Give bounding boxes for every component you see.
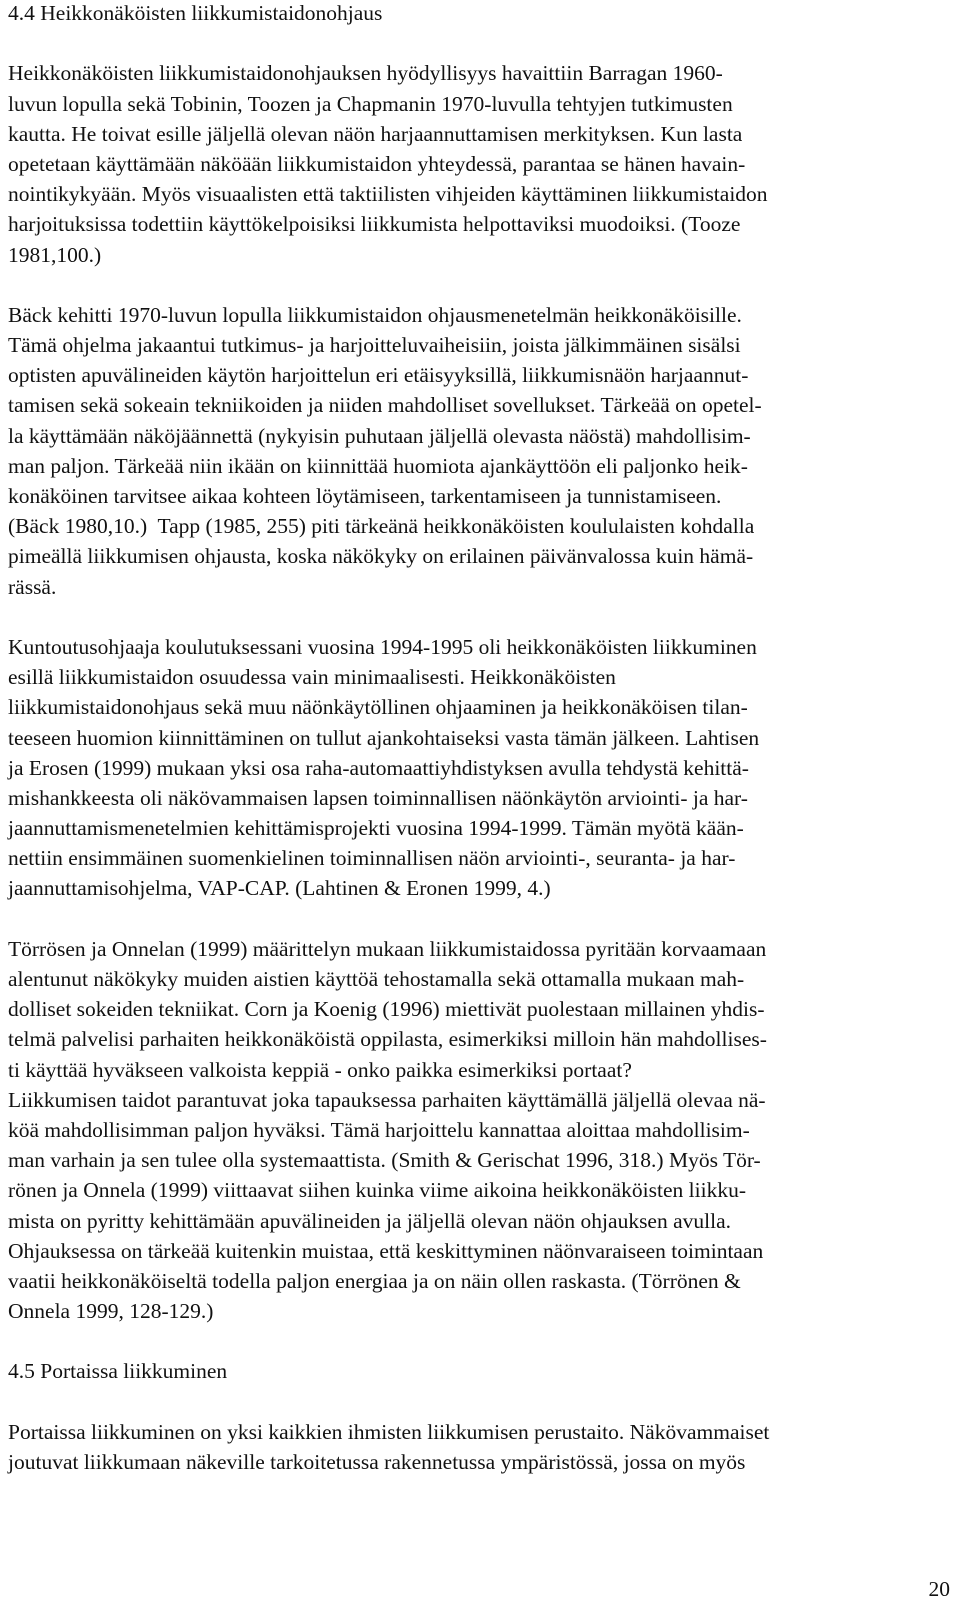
paragraph-3 [8,632,953,904]
text-line: alentunut näkökyky muiden aistien käyttöä tehostamalla sekä ottamalla mukaan mah- [8,967,745,991]
section-heading-4-4: 4.4 Heikkonäköisten liikkumistaidonohjaus [8,1,383,25]
text-line: harjoituksissa todettiin käyttökelpoisiksi liikkumista helpottaviksi muodoiksi. (Tooze [8,212,741,237]
text-line: opetetaan käyttämään näköään liikkumistaidon yhteydessä, parantaa se hänen havain- [8,151,746,176]
text-line: rässä. [8,574,57,599]
text-line: jaannuttamisohjelma, VAP-CAP. (Lahtinen & Eronen 1999, 4.) [8,876,551,901]
text-line: Portaissa liikkuminen on yksi kaikkien ihmisten liikkumisen perustaito. Näkövammaiset [8,1419,770,1444]
paragraph-gap [8,1387,953,1417]
text-line: la käyttämään näköjäännettä (nykyisin puhutaan jäljellä olevasta näöstä) mahdollisim- [8,423,751,448]
paragraph-gap [8,602,953,632]
text-line: nointikykyään. Myös visuaalisten että taktiilisten vihjeiden käyttäminen liikkumistaidon [8,182,768,207]
paragraph-gap [8,1326,953,1356]
text-line: pimeällä liikkumisen ohjausta, koska näkökyky on erilainen päivänvalossa kuin hämä- [8,544,754,569]
text-line: nettiin ensimmäinen suomenkielinen toiminnallisen näön arviointi-, seuranta- ja har- [8,846,736,871]
text-line: luvun lopulla sekä Tobinin, Toozen ja Chapmanin 1970-luvulla tehtyjen tutkimusten [8,91,733,116]
text-line: vaatii heikkonäköiseltä todella paljon energiaa ja on näin ollen raskasta. (Törrönen & [8,1268,741,1293]
text-line: Bäck kehitti 1970-luvun lopulla liikkumistaidon ohjausmenetelmän heikkonäköisille. [8,302,742,327]
text-line: Tämä ohjelma jakaantui tutkimus- ja harjoitteluvaiheisiin, joista jälkimmäinen sisälsi [8,333,741,358]
text-line: köä mahdollisimman paljon hyväksi. Tämä harjoittelu kannattaa aloittaa mahdollisim- [8,1117,750,1142]
text-line: joutuvat liikkumaan näkeville tarkoitetussa rakennetussa ympäristössä, jossa on myös [8,1450,746,1474]
text-line: jaannuttamismenetelmien kehittämisprojekti vuosina 1994-1999. Tämän myötä kään- [8,816,744,841]
paragraph-gap [8,28,953,58]
text-line: man paljon. Tärkeää niin ikään on kiinnittää huomiota ajankäyttöön eli paljonko heik- [8,453,748,478]
page-number: 20 [928,1577,950,1601]
section-heading-4-5: 4.5 Portaissa liikkuminen [8,1359,228,1384]
paragraph-1 [8,58,953,269]
text-line: Törrösen ja Onnelan (1999) määrittelyn mukaan liikkumistaidossa pyritään korvaamaan [8,936,767,961]
text-line: konäköinen tarvitsee aikaa kohteen löytämiseen, tarkentamiseen ja tunnistamiseen. [8,484,722,508]
text-line: Onnela 1999, 128-129.) [8,1299,214,1324]
text-line: mista on pyritty kehittämään apuvälineiden ja jäljellä olevan näön ohjauksen avulla. [8,1208,732,1233]
text-line: ti käyttää hyväkseen valkoista keppiä - onko paikka esimerkiksi portaat? [8,1057,632,1082]
document-page [8,0,953,1477]
text-line: teeseen huomion kiinnittäminen on tullut ajankohtaiseksi vasta tämän jälkeen. Lahtisen [8,725,760,750]
paragraph-2 [8,300,953,602]
text-line: telmä palvelisi parhaiten heikkonäköistä oppilasta, esimerkiksi milloin hän mahdollises- [8,1027,767,1052]
text-line: rönen ja Onnela (1999) viittaavat siihen kuinka viime aikoina heikkonäköisten liikku- [8,1178,746,1203]
text-line: (Bäck 1980,10.) Tapp (1985, 255) piti tärkeänä heikkonäköisten koululaisten kohdalla [8,514,755,539]
text-line: 1981,100.) [8,242,102,267]
text-line: tamisen sekä sokeain tekniikoiden ja niiden mahdolliset sovellukset. Tärkeää on opetel- [8,393,762,418]
text-line: kautta. He toivat esille jäljellä olevan näön harjaannuttamisen merkityksen. Kun lasta [8,121,743,146]
text-line: Ohjauksessa on tärkeää kuitenkin muistaa, että keskittyminen näönvaraiseen toimintaan [8,1238,764,1263]
paragraph-gap [8,270,953,300]
text-line: optisten apuvälineiden käytön harjoittelun eri etäisyyksillä, liikkumisnäön harjaannut- [8,363,749,388]
text-line: man varhain ja sen tulee olla systemaattista. (Smith & Gerischat 1996, 318.) Myös Tör- [8,1148,761,1173]
paragraph-4 [8,934,953,1326]
text-line: mishankkeesta oli näkövammaisen lapsen toiminnallisen näönkäytön arviointi- ja har- [8,785,748,810]
text-line: esillä liikkumistaidon osuudessa vain minimaalisesti. Heikkonäköisten [8,665,616,690]
paragraph-5 [8,1417,953,1477]
text-line: Liikkumisen taidot parantuvat joka tapauksessa parhaiten käyttämällä jäljellä olevaa nä- [8,1087,766,1112]
text-line: Kuntoutusohjaaja koulutuksessani vuosina 1994-1995 oli heikkonäköisten liikkuminen [8,634,757,659]
text-line: ja Erosen (1999) mukaan yksi osa raha-automaattiyhdistyksen avulla tehdystä kehittä- [8,755,749,780]
text-line: liikkumistaidonohjaus sekä muu näönkäytöllinen ohjaaminen ja heikkonäköisen tilan- [8,695,748,720]
text-line: Heikkonäköisten liikkumistaidonohjauksen hyödyllisyys havaittiin Barragan 1960- [8,61,723,86]
paragraph-gap [8,904,953,934]
text-line: dolliset sokeiden tekniikat. Corn ja Koenig (1996) miettivät puolestaan millainen yhdis- [8,997,765,1022]
